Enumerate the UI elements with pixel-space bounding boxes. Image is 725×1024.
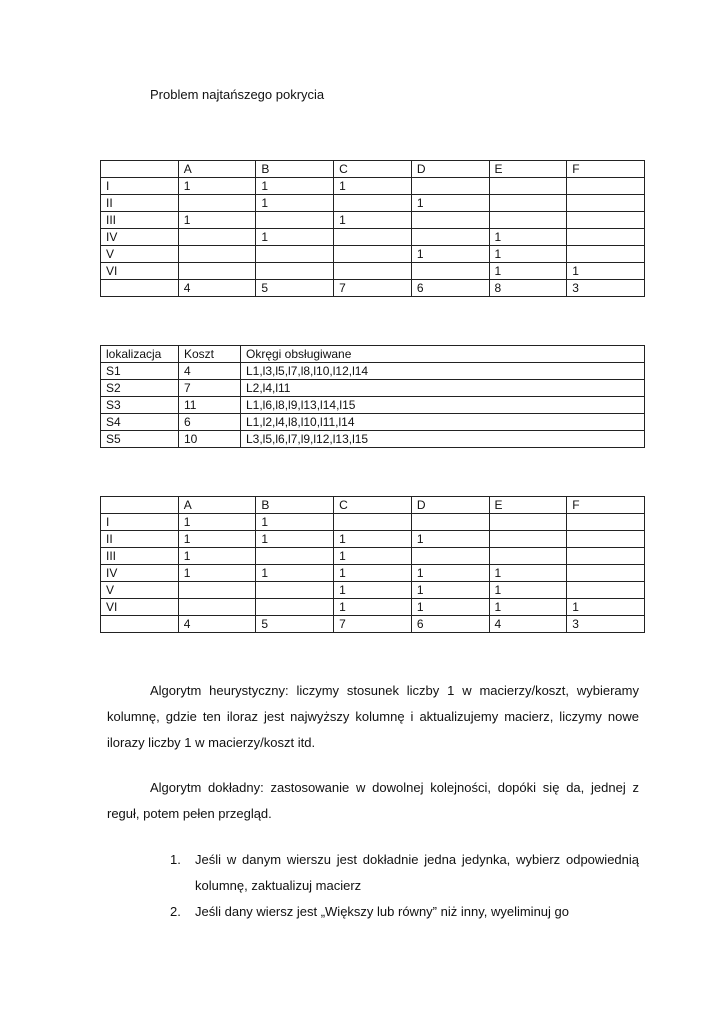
table-cell: 6 (179, 414, 241, 431)
table-cell: S2 (101, 380, 179, 397)
table-row (101, 397, 645, 414)
table-cell: 1 (256, 531, 334, 548)
table-cell (567, 582, 645, 599)
table-cell: V (101, 246, 179, 263)
table-cell: 1 (334, 599, 412, 616)
table-cell (567, 195, 645, 212)
table-header-row (101, 497, 645, 514)
table-cell (334, 195, 412, 212)
table-cell: II (101, 531, 179, 548)
table-cell: 1 (411, 599, 489, 616)
table-cell: 1 (334, 565, 412, 582)
table-cell (256, 582, 334, 599)
table-cell: 1 (178, 531, 256, 548)
locations-cost-table (100, 345, 645, 448)
table-cell: S1 (101, 363, 179, 380)
table-cell: S3 (101, 397, 179, 414)
table-header-cell: E (489, 497, 567, 514)
table-cell (411, 514, 489, 531)
table-cell (411, 548, 489, 565)
table-cell (567, 178, 645, 195)
table-cell (178, 599, 256, 616)
list-item-text: Jeśli w danym wierszu jest dokładnie jedna jedynka, wybierz odpowiednią kolumnę, zaktualizuj macierz (195, 852, 639, 893)
table-cell: 1 (489, 229, 567, 246)
table-cell: 6 (411, 280, 489, 297)
table-cell (489, 212, 567, 229)
table-cell: 1 (411, 246, 489, 263)
table-header-row (101, 346, 645, 363)
list-item (170, 847, 639, 899)
table-cell (567, 565, 645, 582)
table-cell (489, 195, 567, 212)
table-cell: 1 (256, 565, 334, 582)
table-cell: 1 (178, 565, 256, 582)
rules-list (170, 847, 639, 925)
table-cell: 1 (256, 229, 334, 246)
table-cell: 1 (256, 195, 334, 212)
table-cell: V (101, 582, 179, 599)
exact-algorithm-paragraph: Algorytm dokładny: zastosowanie w dowolnej kolejności, dopóki się da, jednej z reguł, potem pełen przegląd. (107, 780, 639, 821)
list-item (170, 899, 639, 925)
table-cell: 1 (178, 514, 256, 531)
table-row (101, 280, 645, 297)
table-row (101, 531, 645, 548)
table-cell (489, 531, 567, 548)
table-cell (178, 263, 256, 280)
table-cell (567, 531, 645, 548)
table-cell: L1,l6,l8,l9,l13,l14,l15 (241, 397, 645, 414)
table-header-cell: D (411, 497, 489, 514)
table-header-cell (101, 161, 179, 178)
table-cell (334, 246, 412, 263)
table-row (101, 431, 645, 448)
table-cell: 1 (489, 565, 567, 582)
table-cell: III (101, 548, 179, 565)
table-cell: 1 (411, 565, 489, 582)
table-cell: 1 (411, 531, 489, 548)
table-cell: VI (101, 263, 179, 280)
table-row (101, 565, 645, 582)
table-cell: L3,l5,l6,l7,l9,l12,l13,l15 (241, 431, 645, 448)
table-cell (178, 195, 256, 212)
table-cell: 4 (489, 616, 567, 633)
table-cell: 1 (489, 599, 567, 616)
table-cell: 4 (178, 280, 256, 297)
table-cell (567, 212, 645, 229)
table-cell: 1 (411, 582, 489, 599)
table-cell: L1,l3,l5,l7,l8,l10,l12,l14 (241, 363, 645, 380)
table-cell: VI (101, 599, 179, 616)
table-header-cell: lokalizacja (101, 346, 179, 363)
table-row (101, 599, 645, 616)
table-cell: IV (101, 565, 179, 582)
table-cell: III (101, 212, 179, 229)
table-cell: IV (101, 229, 179, 246)
table-cell (567, 229, 645, 246)
table-header-cell: Koszt (179, 346, 241, 363)
table-cell (178, 582, 256, 599)
table-cell: 1 (489, 582, 567, 599)
table-cell (256, 212, 334, 229)
table-cell: 7 (334, 616, 412, 633)
table-cell (567, 246, 645, 263)
table-header-cell: E (489, 161, 567, 178)
table-cell: 4 (178, 616, 256, 633)
table-cell (489, 514, 567, 531)
table-cell: S4 (101, 414, 179, 431)
table-cell: 3 (567, 280, 645, 297)
table-cell (411, 212, 489, 229)
page-title: Problem najtańszego pokrycia (150, 87, 325, 102)
table-header-cell (101, 497, 179, 514)
table-cell: 8 (489, 280, 567, 297)
table-cell (334, 229, 412, 246)
table-cell (411, 178, 489, 195)
table-cell (411, 263, 489, 280)
table-row (101, 195, 645, 212)
table-cell (178, 246, 256, 263)
table-row (101, 363, 645, 380)
table-row (101, 212, 645, 229)
table-cell (334, 263, 412, 280)
table-cell: 1 (334, 531, 412, 548)
table-cell: 1 (567, 599, 645, 616)
table-row (101, 178, 645, 195)
table-cell (489, 178, 567, 195)
table-header-row (101, 161, 645, 178)
table-cell: 1 (334, 212, 412, 229)
table-cell: 7 (179, 380, 241, 397)
table-cell: L2,l4,l11 (241, 380, 645, 397)
table-cell: 1 (334, 548, 412, 565)
table-cell: I (101, 514, 179, 531)
table-cell: 1 (489, 263, 567, 280)
table-header-cell: F (567, 161, 645, 178)
table-cell (256, 599, 334, 616)
table-cell: 1 (567, 263, 645, 280)
table-cell: 1 (489, 246, 567, 263)
table-cell: 1 (256, 178, 334, 195)
table-cell: 1 (334, 178, 412, 195)
table-cell: 1 (334, 582, 412, 599)
table-cell: L1,l2,l4,l8,l10,l11,l14 (241, 414, 645, 431)
table-cell: 6 (411, 616, 489, 633)
table-row (101, 380, 645, 397)
table-row (101, 548, 645, 565)
table-header-cell: D (411, 161, 489, 178)
table-cell: 1 (411, 195, 489, 212)
table-header-cell: A (178, 161, 256, 178)
table-cell: 1 (256, 514, 334, 531)
table-header-cell: Okręgi obsługiwane (241, 346, 645, 363)
table-cell: II (101, 195, 179, 212)
table-cell (334, 514, 412, 531)
table-cell: 7 (334, 280, 412, 297)
table-cell: 5 (256, 280, 334, 297)
table-header-cell: A (178, 497, 256, 514)
table-cell (567, 548, 645, 565)
table-cell: I (101, 178, 179, 195)
table-cell (178, 229, 256, 246)
table-cell (101, 616, 179, 633)
table-cell: 3 (567, 616, 645, 633)
table-cell: 10 (179, 431, 241, 448)
table-cell: S5 (101, 431, 179, 448)
table-row (101, 582, 645, 599)
list-item-number: 1. (170, 852, 181, 867)
table-cell: 1 (178, 178, 256, 195)
table-cell (256, 548, 334, 565)
table-cell: 4 (179, 363, 241, 380)
table-row (101, 616, 645, 633)
table-cell: 5 (256, 616, 334, 633)
table-cell (567, 514, 645, 531)
table-cell: 1 (178, 212, 256, 229)
table-row (101, 229, 645, 246)
list-item-number: 2. (170, 904, 181, 919)
table-header-cell: B (256, 497, 334, 514)
coverage-matrix-table-1 (100, 160, 645, 297)
table-cell (256, 263, 334, 280)
heuristic-algorithm-paragraph: Algorytm heurystyczny: liczymy stosunek liczby 1 w macierzy/koszt, wybieramy kolumnę, gdzie ten iloraz jest najwyższy kolumnę i aktualizujemy macierz, liczymy nowe ilorazy liczby 1 w macierzy/koszt itd. (107, 683, 639, 750)
table-header-cell: C (334, 497, 412, 514)
table-header-cell: C (334, 161, 412, 178)
table-row (101, 514, 645, 531)
table-header-cell: F (567, 497, 645, 514)
table-cell: 1 (178, 548, 256, 565)
table-row (101, 414, 645, 431)
table-cell (489, 548, 567, 565)
coverage-matrix-table-2 (100, 496, 645, 633)
table-cell (256, 246, 334, 263)
table-cell (411, 229, 489, 246)
table-cell: 11 (179, 397, 241, 414)
table-row (101, 246, 645, 263)
table-cell (101, 280, 179, 297)
table-header-cell: B (256, 161, 334, 178)
list-item-text: Jeśli dany wiersz jest „Większy lub równy” niż inny, wyeliminuj go (195, 904, 569, 919)
table-row (101, 263, 645, 280)
